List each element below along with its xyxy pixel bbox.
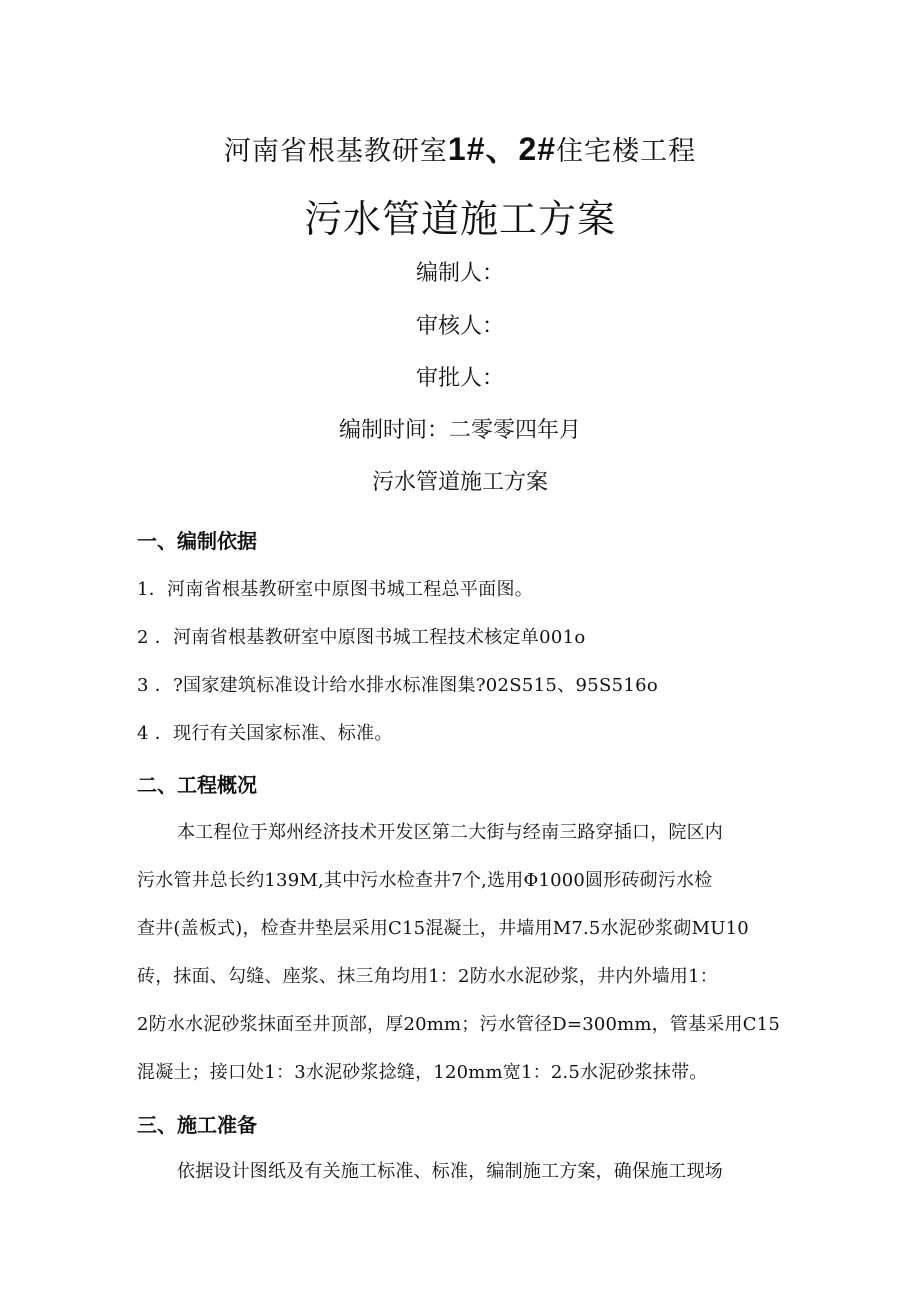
- overview-line-3: 查井(盖板式)，检查井垫层采用C15混凝土，井墙用M7.5水泥砂浆砌MU10: [137, 918, 749, 939]
- project-title: [0, 124, 920, 170]
- document-subtitle: 污水管道施工方案: [371, 470, 548, 495]
- overview-line-2: 污水管井总长约139M,其中污水检查井7个,选用Φ1000圆形砖砌污水检: [137, 870, 713, 891]
- basis-item-2: 2 ．河南省根基教研室中原图书城工程技术核定单001o: [137, 627, 586, 648]
- section-heading-overview: 二、工程概况: [137, 773, 257, 797]
- compiler-label: 编制人：: [415, 261, 504, 286]
- preparation-line-1: 依据设计图纸及有关施工标准、标准，编制施工方案，确保施工现场: [177, 1161, 723, 1182]
- basis-item-4: 4 ．现行有关国家标准、标准。: [137, 723, 393, 744]
- basis-item-3: 3 ．?国家建筑标准设计给水排水标准图集?02S515、95S516o: [137, 675, 658, 696]
- basis-item-1: 1．河南省根基教研室中原图书城工程总平面图。: [137, 579, 534, 600]
- overview-line-6: 混凝土；接口处1：3水泥砂浆捻缝，120mm宽1：2.5水泥砂浆抹带。: [137, 1062, 708, 1083]
- overview-line-4: 砖，抹面、勾缝、座浆、抹三角均用1：2防水水泥砂浆，井内外墙用1：: [137, 966, 718, 987]
- project-title-suffix: 住宅楼工程: [556, 136, 697, 167]
- approver-label: 审批人：: [415, 366, 504, 391]
- project-title-building-numbers: 1#、2#: [447, 131, 557, 167]
- project-title-prefix: 河南省根基教研室: [223, 136, 448, 167]
- document-title: 污水管道施工方案: [303, 197, 616, 241]
- overview-line-1: 本工程位于郑州经济技术开发区第二大街与经南三路穿插口，院区内: [177, 822, 723, 843]
- overview-line-5: 2防水水泥砂浆抹面至井顶部，厚20mm；污水管径D=300mm，管基采用C15: [137, 1014, 780, 1035]
- section-heading-basis: 一、编制依据: [137, 529, 257, 553]
- reviewer-label: 审核人：: [415, 314, 504, 339]
- section-heading-preparation: 三、施工准备: [137, 1113, 257, 1137]
- compile-date: 编制时间：二零零四年月: [338, 418, 581, 443]
